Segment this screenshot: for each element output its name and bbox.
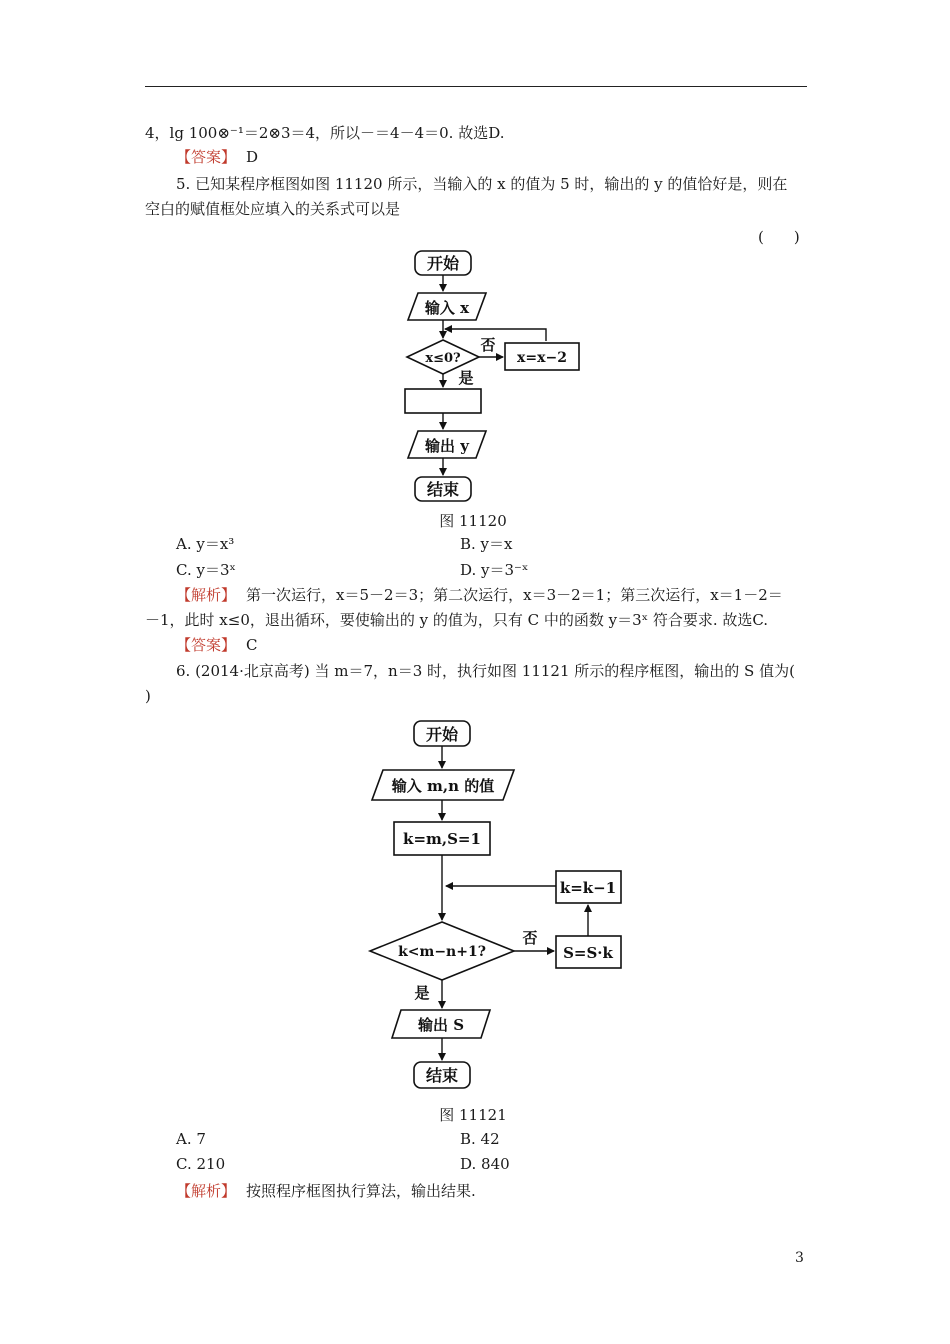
text-line-1: 4，lg 100⊗⁻¹＝2⊗3＝4，所以－＝4－4＝0. 故选D. <box>145 124 505 142</box>
fc1-no-label: 否 <box>480 336 496 354</box>
fc1-cond-label: x≤0? <box>425 351 461 366</box>
fc2-end-label: 结束 <box>425 1066 459 1085</box>
answer-value: D <box>246 148 259 166</box>
answer-tag: 【答案】 <box>176 148 237 166</box>
question-5-line-1: 5. 已知某程序框图如图 11120 所示，当输入的 x 的值为 5 时，输出的 y 的值恰好是，则在 <box>176 175 788 193</box>
fc1-end-label: 结束 <box>426 480 460 499</box>
fc2-output-label: 输出 S <box>417 1016 465 1034</box>
fc2-mult-label: S=S·k <box>563 944 613 962</box>
fc2-start-label: 开始 <box>425 725 459 744</box>
solution-5-line-1 <box>176 584 783 606</box>
answer-paren: ( ) <box>758 228 800 246</box>
q5-option-c: C. y＝3ˣ <box>176 561 236 579</box>
solution-6-line <box>176 1180 476 1202</box>
figure-caption-11121: 图 11121 <box>439 1106 507 1124</box>
question-6-line-1: 6. (2014·北京高考) 当 m＝7，n＝3 时，执行如图 11121 所示的程序框图，输出的 S 值为( <box>176 662 795 680</box>
fc1-output-label: 输出 y <box>425 437 469 455</box>
answer-tag: 【答案】 <box>176 636 237 654</box>
fc2-init-label: k=m,S=1 <box>403 830 481 848</box>
q6-option-b: B. 42 <box>460 1130 500 1148</box>
fc1-blank-assignment-box <box>405 389 481 413</box>
fc2-cond-label: k<m−n+1? <box>398 944 486 960</box>
fc2-dec-label: k=k−1 <box>559 879 617 897</box>
fc1-yes-label: 是 <box>458 369 474 387</box>
fc1-start-label: 开始 <box>426 254 460 273</box>
q6-option-c: C. 210 <box>176 1155 226 1173</box>
q5-option-a: A. y＝x³ <box>176 535 235 553</box>
solution-tag: 【解析】 <box>176 1182 237 1200</box>
solution-5-text: 第一次运行，x＝5－2＝3；第二次运行，x＝3－2＝1；第三次运行，x＝1－2＝ <box>246 586 783 604</box>
fc2-no-label: 否 <box>522 929 538 947</box>
answer-value: C <box>246 636 258 654</box>
q6-option-a: A. 7 <box>176 1130 206 1148</box>
page-number: 3 <box>795 1250 804 1266</box>
answer-line-5 <box>176 634 258 656</box>
question-5-line-2: 空白的赋值框处应填入的关系式可以是 <box>145 200 401 218</box>
fc1-update-label: x=x−2 <box>517 350 567 366</box>
solution-tag: 【解析】 <box>176 586 237 604</box>
solution-6-text: 按照程序框图执行算法，输出结果. <box>246 1182 476 1200</box>
fc1-input-label: 输入 x <box>424 299 470 317</box>
figure-caption-11120: 图 11120 <box>439 512 507 530</box>
question-6-line-2: ) <box>145 687 151 705</box>
fc2-input-label: 输入 m,n 的值 <box>391 777 495 795</box>
q5-option-b: B. y＝x <box>460 535 513 553</box>
q6-option-d: D. 840 <box>460 1155 510 1173</box>
q5-option-d: D. y＝3⁻ˣ <box>460 561 529 579</box>
fc2-yes-label: 是 <box>414 984 430 1002</box>
solution-5-line-2: －1，此时 x≤0，退出循环，要使输出的 y 的值为，只有 C 中的函数 y＝3ˣ 符合要求. 故选C. <box>145 611 769 629</box>
